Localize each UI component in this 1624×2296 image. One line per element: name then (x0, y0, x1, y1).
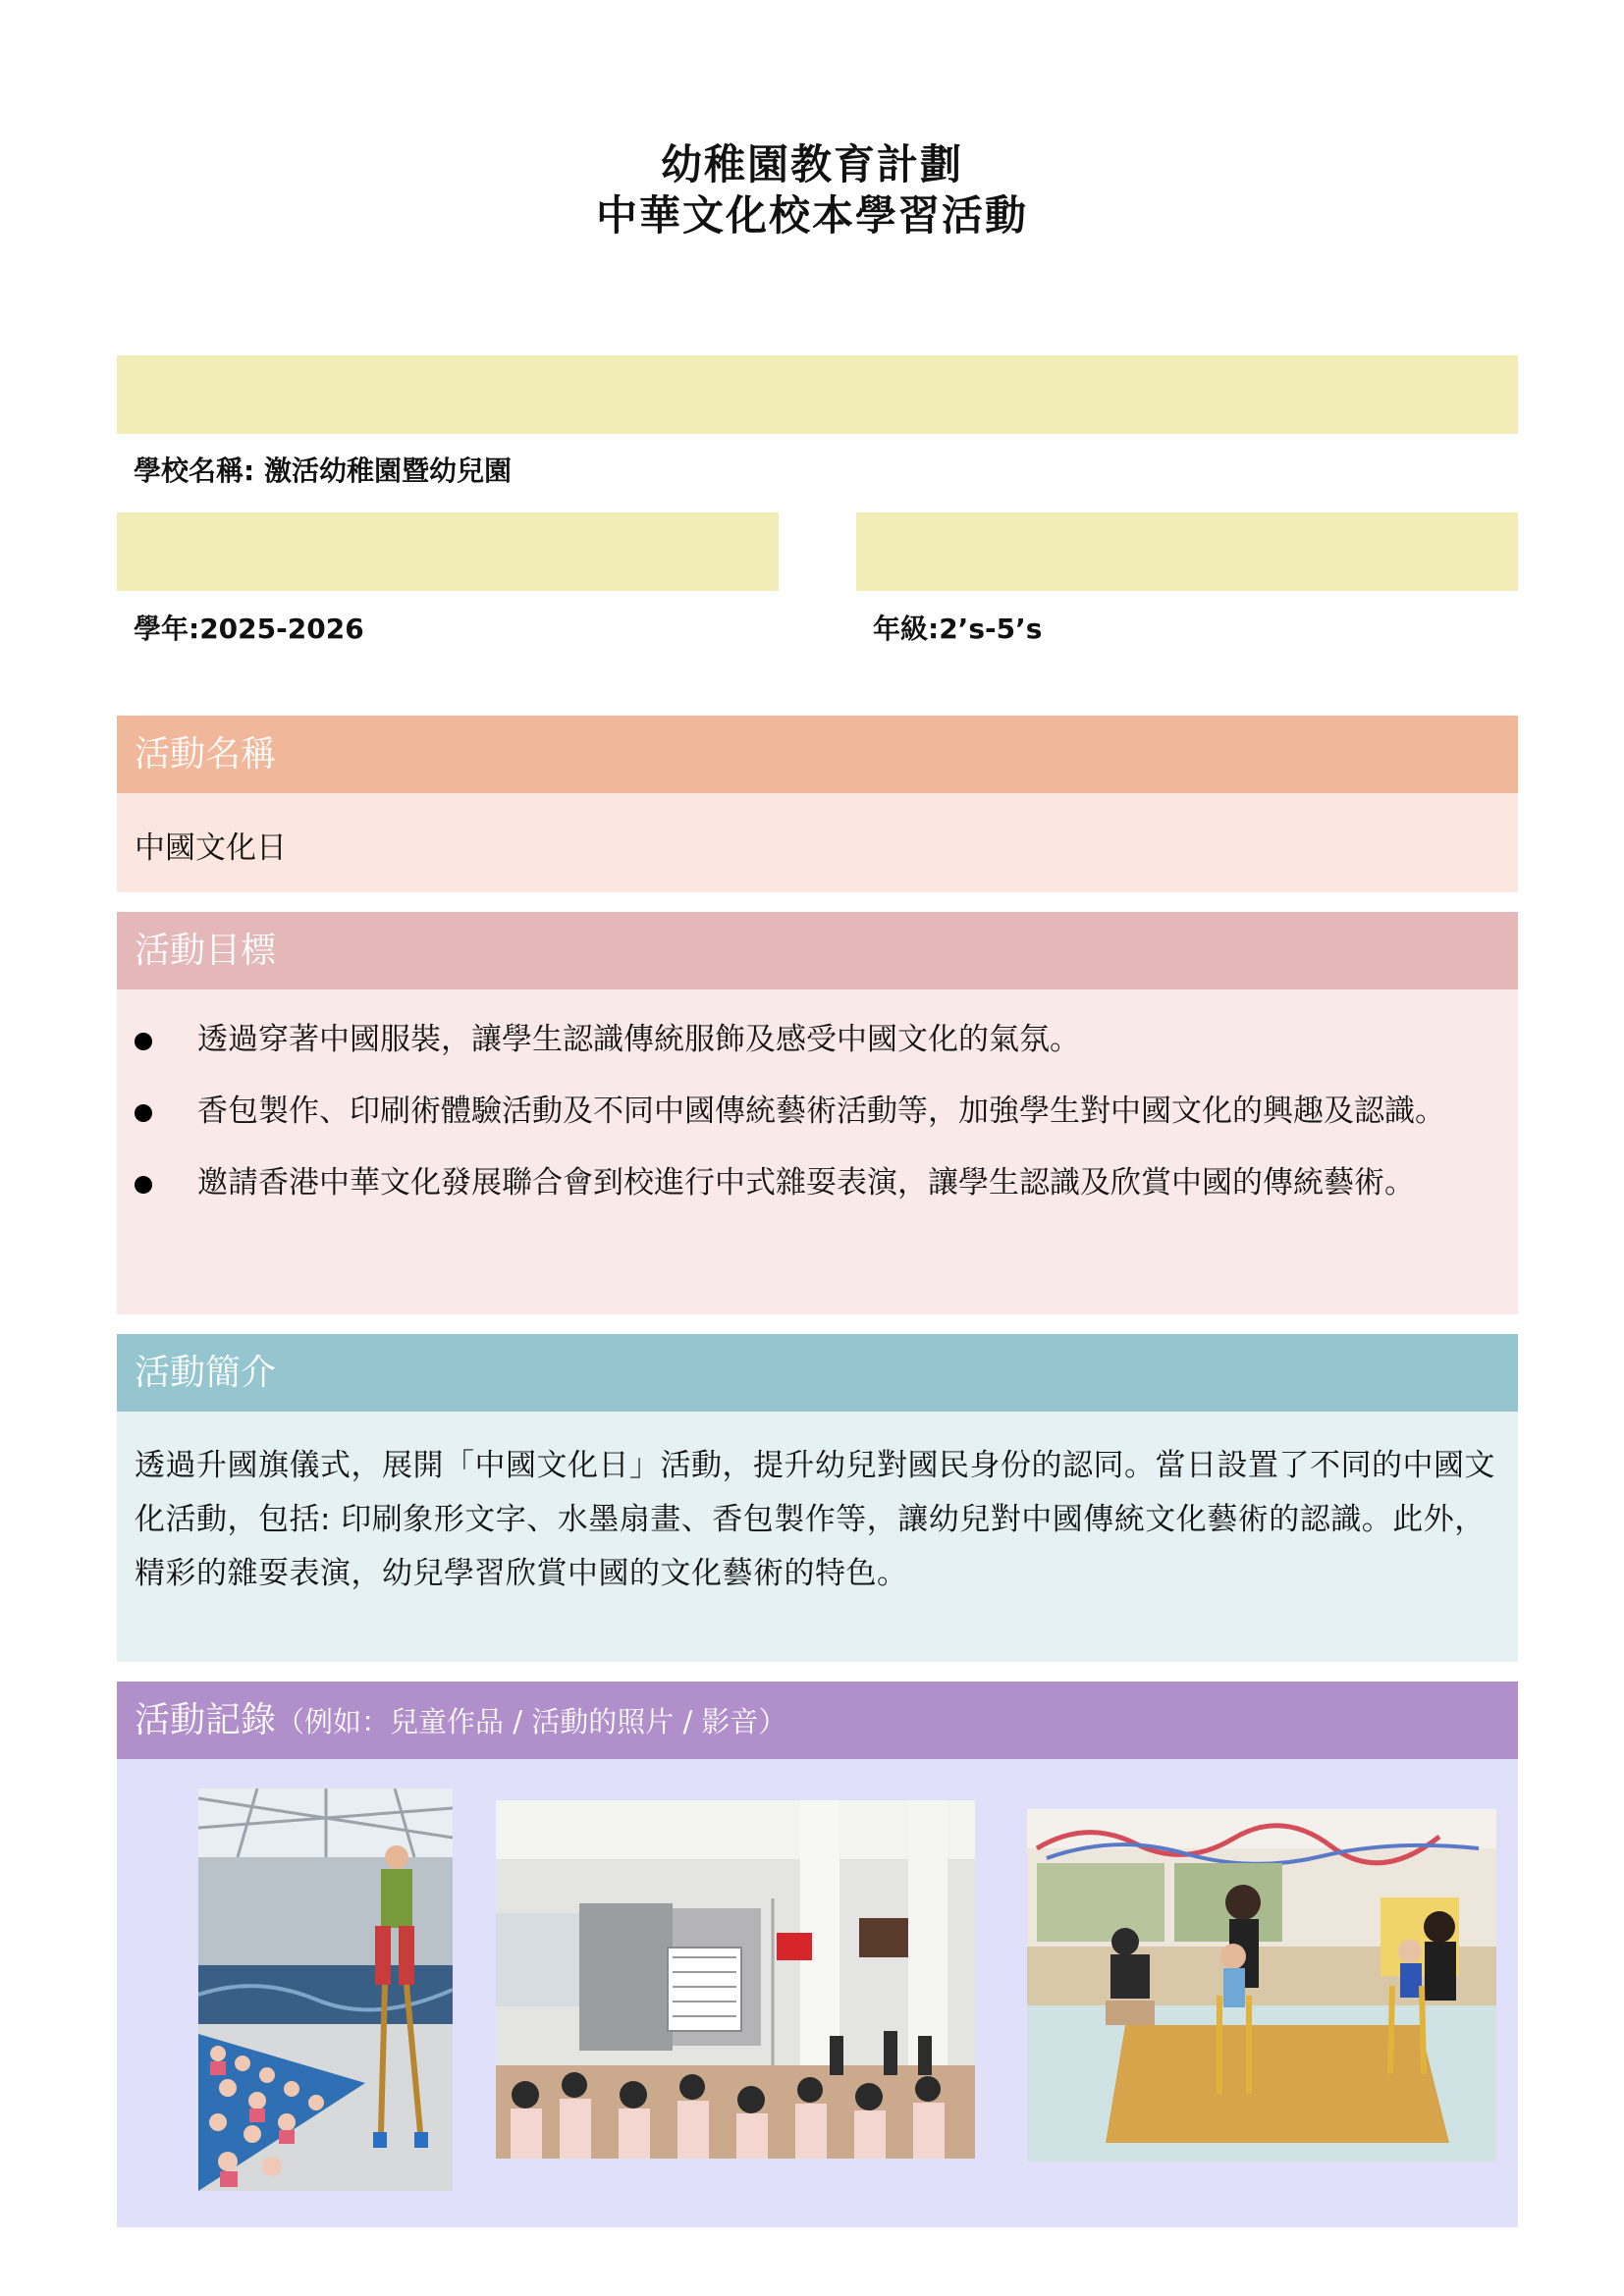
activity-goals-header (117, 912, 1518, 989)
goal-item (117, 1013, 1518, 1067)
activity-records-header (117, 1682, 1518, 1759)
document-title-line2: 中華文化校本學習活動 (595, 191, 1028, 240)
activity-name-value: 中國文化日 (135, 830, 287, 866)
photo-flag-raising (496, 1800, 975, 2159)
photo-stilt-performance (198, 1789, 453, 2191)
goal-item (117, 1156, 1518, 1210)
goal-item (117, 1085, 1518, 1139)
goal-text: 香包製作、印刷術體驗活動及不同中國傳統藝術活動等，加強學生對中國文化的興趣及認識。 (197, 1094, 1445, 1129)
activity-goals-body (117, 989, 1518, 1314)
activity-intro-body (117, 1412, 1518, 1662)
school-name-label: 學校名稱: 激活幼稚園暨幼兒園 (134, 454, 512, 487)
flag-raising-illustration (496, 1800, 975, 2159)
goals-list (117, 1013, 1518, 1210)
activity-records-note: （例如：兒童作品 / 活動的照片 / 影音） (276, 1705, 787, 1738)
activity-name-header (117, 716, 1518, 793)
activity-goals-heading: 活動目標 (135, 931, 277, 971)
school-year-label: 學年:2025-2026 (134, 613, 364, 645)
bullet-icon (135, 1033, 152, 1050)
document-title-line1: 幼稚園教育計劃 (660, 140, 963, 188)
photo-stilt-walking (1027, 1809, 1496, 2162)
stilt-walking-illustration (1027, 1809, 1496, 2162)
bullet-icon (135, 1104, 152, 1122)
school-year-bar (117, 512, 779, 591)
bullet-icon (135, 1176, 152, 1194)
stilt-performance-illustration (198, 1789, 453, 2191)
activity-name-heading: 活動名稱 (135, 734, 277, 774)
activity-name-body (117, 793, 1518, 892)
goal-text: 邀請香港中華文化發展聯合會到校進行中式雜耍表演，讓學生認識及欣賞中國的傳統藝術。 (197, 1165, 1415, 1201)
grade-label: 年級:2’s-5’s (873, 613, 1043, 645)
activity-intro-text: 透過升國旗儀式，展開「中國文化日」活動，提升幼兒對國民身份的認同。當日設置了不同的中國文化活動，包括: 印刷象形文字、水墨扇畫、香包製作等，讓幼兒對中國傳統文化藝術的認識。此外，精彩的雜耍表演，幼兒學習欣賞中國的文化藝術的特色。 (135, 1448, 1495, 1591)
school-name-bar (117, 355, 1518, 434)
activity-records-heading: 活動記錄 (135, 1700, 277, 1740)
activity-intro-heading: 活動簡介 (135, 1353, 277, 1393)
activity-intro-header (117, 1334, 1518, 1412)
goal-text: 透過穿著中國服裝，讓學生認識傳統服飾及感受中國文化的氣氛。 (197, 1022, 1080, 1057)
grade-bar (856, 512, 1518, 591)
